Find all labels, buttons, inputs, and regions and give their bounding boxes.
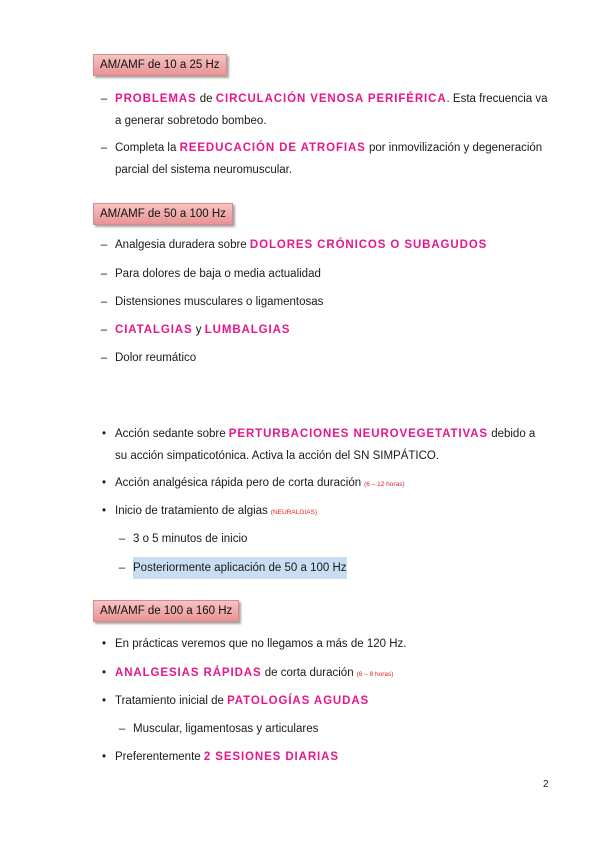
text: de — [196, 93, 216, 105]
item-text — [115, 746, 339, 768]
bullet-marker: • — [101, 477, 107, 489]
item-text: 3 o 5 minutos de inicio — [133, 533, 248, 545]
item-text — [115, 423, 551, 467]
small-note: (6 – 8 horas) — [356, 671, 394, 678]
text: a generar sobretodo bombeo. — [115, 115, 267, 127]
section-header-10-25hz: AM/AMF de 10 a 25 Hz — [93, 54, 227, 76]
text: Preferentemente — [115, 751, 204, 763]
text: y — [192, 324, 205, 336]
text: Acción analgésica rápida pero de corta duración — [115, 477, 362, 489]
page-number: 2 — [543, 779, 549, 790]
list-item — [97, 423, 551, 467]
dash-marker: – — [100, 239, 108, 251]
text: por inmovilización y degeneración — [365, 142, 543, 154]
bullet-marker: • — [101, 638, 107, 650]
emphasis-text: CIATALGIAS — [115, 324, 193, 336]
small-note: (6 – 12 horas) — [364, 481, 405, 488]
item-text — [115, 500, 317, 524]
dash-marker: – — [118, 533, 126, 545]
item-text — [115, 234, 487, 256]
small-note: (NEURALGIAS) — [270, 509, 318, 516]
dash-marker: – — [100, 93, 108, 105]
text: parcial del sistema neuromuscular. — [115, 164, 293, 176]
item-text — [115, 472, 405, 496]
emphasis-text: CIRCULACIÓN VENOSA PERIFÉRICA — [215, 93, 447, 105]
dash-marker: – — [100, 324, 108, 336]
item-text: Distensiones musculares o ligamentosas — [115, 296, 324, 308]
dash-marker: – — [118, 562, 126, 574]
text: de corta duración — [261, 667, 354, 679]
bullet-marker: • — [101, 667, 107, 679]
item-text: Dolor reumático — [115, 352, 197, 364]
section-header-100-160hz: AM/AMF de 100 a 160 Hz — [93, 600, 239, 622]
text: debido a — [488, 428, 536, 440]
emphasis-text: PERTURBACIONES NEUROVEGETATIVAS — [228, 428, 488, 440]
dash-marker: – — [100, 296, 108, 308]
emphasis-text: ANALGESIAS RÁPIDAS — [115, 667, 262, 679]
item-text: En prácticas veremos que no llegamos a más de 120 Hz. — [115, 638, 407, 650]
item-text — [115, 137, 551, 181]
list-item — [97, 137, 551, 181]
list-item — [97, 88, 551, 132]
item-text: Muscular, ligamentosas y articulares — [133, 723, 319, 735]
item-text — [115, 88, 551, 132]
bullet-marker: • — [101, 428, 107, 440]
emphasis-text: 2 SESIONES DIARIAS — [203, 751, 339, 763]
text: Analgesia duradera sobre — [115, 239, 250, 251]
item-text: Para dolores de baja o media actualidad — [115, 268, 321, 280]
bullet-marker: • — [101, 695, 107, 707]
emphasis-text: REEDUCACIÓN DE ATROFIAS — [179, 142, 366, 154]
bullet-marker: • — [101, 751, 107, 763]
text: Inicio de tratamiento de algias — [115, 505, 268, 517]
dash-marker: – — [100, 352, 108, 364]
item-text — [115, 662, 393, 686]
text: Tratamiento inicial de — [115, 695, 228, 707]
section-header-50-100hz: AM/AMF de 50 a 100 Hz — [93, 203, 233, 225]
text: su acción simpaticotónica. Activa la acción del SN SIMPÁTICO. — [115, 450, 440, 462]
emphasis-text: PATOLOGÍAS AGUDAS — [227, 695, 370, 707]
emphasis-text: LUMBALGIAS — [204, 324, 291, 336]
text: Completa la — [115, 142, 180, 154]
dash-marker: – — [100, 268, 108, 280]
dash-marker: – — [100, 142, 108, 154]
item-text — [115, 690, 369, 712]
emphasis-text: DOLORES CRÓNICOS O SUBAGUDOS — [249, 239, 488, 251]
highlighted-text[interactable]: Posteriormente aplicación de 50 a 100 Hz — [133, 557, 347, 579]
bullet-marker: • — [101, 505, 107, 517]
text: Acción sedante sobre — [115, 428, 229, 440]
emphasis-text: PROBLEMAS — [115, 93, 197, 105]
dash-marker: – — [118, 723, 126, 735]
text: . Esta frecuencia va — [446, 93, 548, 105]
item-text — [115, 319, 290, 341]
